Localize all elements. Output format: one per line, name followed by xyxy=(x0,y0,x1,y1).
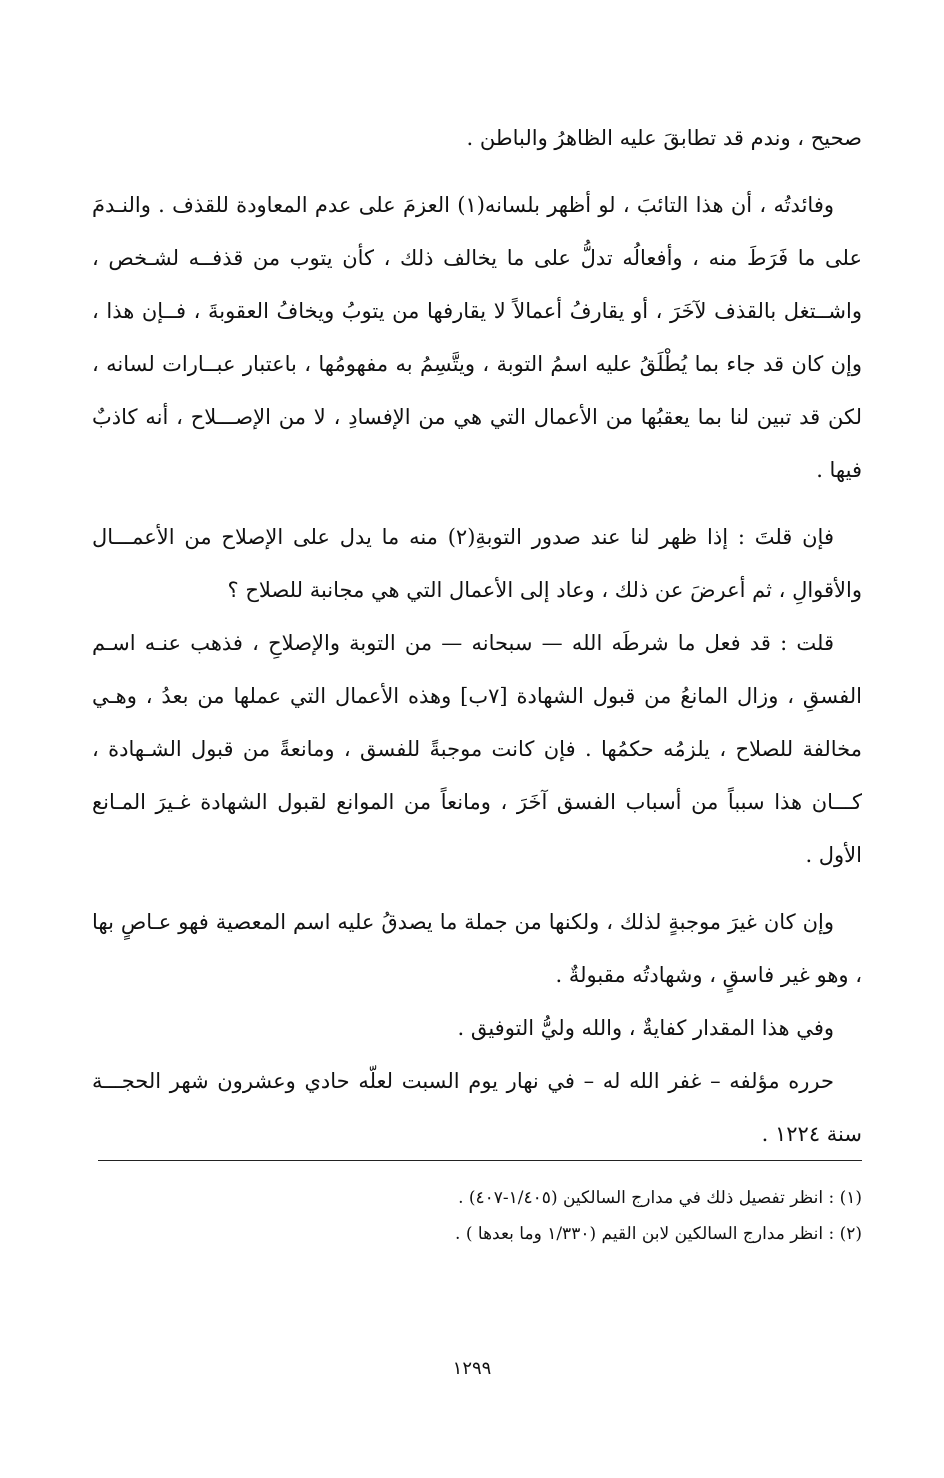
paragraph-3: فإن قلتَ : إذا ظهر لنا عند صدور التوبةِ(٢) منه ما يدل على الإصلاح من الأعمـــال والأقوالِ ، ثم أعرضَ عن ذلك ، وعاد إلى الأعمال التي هي مجانبة للصلاح ؟ xyxy=(92,525,862,602)
page-number: ١٢٩٩ xyxy=(452,1358,492,1379)
paragraph-7: حرره مؤلفه – غفر الله له – في نهار يوم السبت لعلّه حادي وعشرون شهر الحجـــة سنة ١٢٢٤ . xyxy=(92,1069,862,1146)
paragraph-6: وفي هذا المقدار كفايةٌ ، والله وليُّ التوفيق . xyxy=(457,1016,834,1040)
footnotes xyxy=(98,1180,862,1252)
paragraph-4: قلت : قد فعل ما شرطَه الله — سبحانه — من التوبة والإصلاحِ ، فذهب عنـه اسـم الفسقِ ، وزال المانعُ من قبول الشهادة [٧ب] وهذه الأعمال التي عملها من بعدُ ، وهـي مخالفة للصلاح ، يلزمُه حكمُها . فإن كانت موجبةً للفسق ، ومانعةً من قبول الشـهادة ، كـــان هذا سبباً من أسباب الفسق آخَرَ ، ومانعاً من الموانع لقبول الشهادة غـيرَ المـانع الأول . xyxy=(92,631,862,867)
paragraph-2: وفائدتُه ، أن هذا التائبَ ، لو أظهر بلسانه(١) العزمَ على عدم المعاودة للقذف . والنـدمَ على ما فَرَطَ منه ، وأفعالُه تدلُّ على ما يخالف ذلك ، كأن يتوب من قذفــه لشـخص ، واشــتغل بالقذف لآخَرَ ، أو يقارفُ أعمالاً لا يقارفها من يتوبُ ويخافُ العقوبةَ ، فــإن هذا ، وإن كان قد جاء بما يُطْلَقُ عليه اسمُ التوبة ، ويتَّسِمُ به مفهومُها ، باعتبار عبــارات لسانه ، لكن قد تبين لنا بما يعقبُها من الأعمال التي هي من الإفسادِ ، لا من الإصـــلاح ، أنه كاذبٌ فيها . xyxy=(92,193,862,482)
main-text xyxy=(92,112,862,1161)
footnote-2: (٢) : انظر مدارج السالكين لابن القيم (١/٣٣٠ وما بعدها ) . xyxy=(455,1224,862,1244)
paragraph-1: صحيح ، وندم قد تطابقَ عليه الظاهرُ والباطن . xyxy=(466,126,862,150)
footnote-divider xyxy=(98,1160,862,1161)
paragraph-5: وإن كان غيرَ موجبةٍ لذلك ، ولكنها من جملة ما يصدقُ عليه اسم المعصية فهو عـاصٍ بها ، وهو غير فاسقٍ ، وشهادتُه مقبولةٌ . xyxy=(92,910,862,987)
footnote-1: (١) : انظر تفصيل ذلك في مدارج السالكين (١/٤٠٥-٤٠٧) . xyxy=(458,1188,862,1208)
